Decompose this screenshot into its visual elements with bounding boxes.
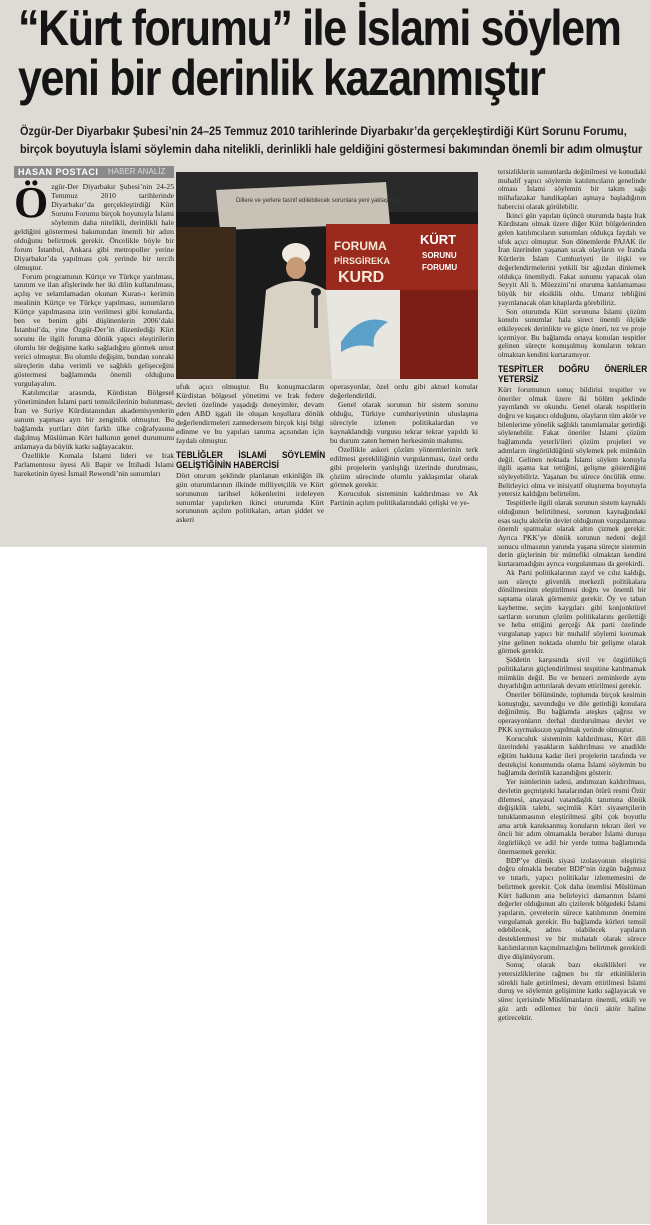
column-1 [14, 178, 174, 478]
paragraph: operasyonlar, özel ordu gibi aktuel konular değerlendirildi. [330, 382, 478, 400]
column-4 [498, 168, 646, 1022]
forum-photo-graphic [176, 172, 478, 379]
paragraph: Tespitlerle ilgili olarak sorunun sistem kaynaklı olduğunun belirtilmesi, sorunun kaynağındaki esas suçlu aktörün devlet olduğunun vurgulanması önemli spatmalar olarak altın çizmek gerekir. Ayrıca PKK’ye dönük sorunun nedeni değil sonucu olmasının yanında yaşana süreçte sistemin derin güçlerinin bir müttefiki olmaktan kendini kurtaramadığını ayrıca vurgulanması da gerekirdi. [498, 498, 646, 569]
banner-forumu: FORUMU [422, 263, 458, 272]
paragraph: Özellikle askeri çözüm yöntemlerinin terk edilmesi gerekliliğinin vurgulanması, özel ordu gibi projelerin yanlışlığı üzerinde durulması, çözüm sürecinde olumlu yaklaşımlar olarak görmek gerekir. [330, 444, 478, 490]
paragraph: ufuk açıcı olmuştur. Bu konuşmacıların Kürdistan bölgesel yönetimi ve Irak federe devleti özelinde yaşadığı deneyimler, devam eden ABD işgali ile oluşan koşullara dönük değerlendirmeleri zannedersem birçok kişi bilgi edinme ve bu yapıları tanıma açısından için faydalı olmuştur. [176, 382, 324, 445]
subtitle: Özgür-Der Diyarbakır Şubesi’nin 24–25 Temmuz 2010 tarihlerinde Diyarbakır’da gerçekleştirdiği Kürt Sorunu Forumu, birçok boyutuyla İslami söylemin daha nitelikli, derinlikli hale geldiğini göstermesi bakımından önemli bir adım olmuştur [20, 124, 643, 156]
banner-sorunu: SORUNU [422, 251, 457, 260]
paragraph: Şiddetin karşısında sivil ve özgürlükçü politikaların güçlendirilmesi tespitine katılmamak mümkün değil. Bu ve benzeri zeminlerde aynı duyarlılığın arttırılarak devam ettirilmesi gerekir. [498, 655, 646, 691]
banner-foruma: FORUMA [334, 239, 387, 253]
banner-pirsgireka: PİRSGİREKA [334, 256, 391, 266]
paragraph: Forum programının Kürtçe ve Türkçe yazılması, tanıtım ve ilan afişlerinde her iki dilin kullanılması, açılış ve selamlamadan okunan Kuran-ı kerimin mealinin Kürtçe ve Türkçe yapılması, sunumların Kürtçe yapılmasına izin verilmesi gibi konularda, ben ve benim gibi düşünenlerin 2006’daki İstanbul’da, yine Özgür-Der’in düzenlediği Kürt sorunu ile ilgili foruma dönük yapıcı eleştirilerin olumlu bir değişime katkı sağladığını görmek umut verici olmuştur. Bu olumlu değişim, bundan sonraki süreçlerin daha verimli ve sağlıklı gelişeceğini göstermesi bağlamında önemli olduğunu vurgulayalım. [14, 271, 174, 388]
paragraph: Genel olarak sorunun bir sistem sorunu olduğu, Türkiye cumhuriyetinin uluslaşma süreciyle izlenen politikalardan ve kaynaklandığı vurgusu tekrar tekrar yapıldı ki bu durum zaten hemen herkesimin malumu. [330, 399, 478, 445]
paragraph: Öneriler bölümünde, toplumda birçok kesimin konuştuğu, savunduğu ve dile getirdiği konulara değinilmiş. Bu bağlamda ateşkes çağrısı ve operasyonların derhal durdurulması devlet ve PKK sıyrmaksızın yapılmak yerinde olmuştur. [498, 689, 646, 734]
paragraph: Dört oturum şeklinde planlanan etkinliğin ilk gün oturumlarının ilkinde milliyetçilik ve Kürt sorununun tarihsel kökenlerini irdeleyen sunumlar yapılırken ikinci oturumda Kürt sorununun açılım politikaları, artan şiddet ve askeri [176, 470, 324, 525]
forum-photo [176, 172, 478, 379]
dropcap: Ö [14, 178, 49, 227]
headline-line-1: “Kürt forumu” ile İslami söylem [18, 0, 621, 56]
paragraph: Ak Parti politikalarının zayıf ve cılız kaldığı, son süreçte güvenlik merkezli politikalara dönülmesinin eleştirilmesi doğru ve önemli bir saptama olarak görmemiz gerekir. Öy ve taban kaybetme, seçim kaygıları gibi konjonktürel sartların sorunun çözüm politikalarını gerilettiği ve heba ettiğini gerçeği Ak parti özelinde vurgulanap yapıcı bir muhalif söylemi korumak yine gelinen noktada olumlu bir gelişme olarak görmek gerekir. [498, 567, 646, 656]
paragraph: Yer isimlerinin iadesi, andımızan kaldırılması, devletin geçmişteki hatalarından ötürü resmi Özür dilemesi, anayasal vatandaşlık tanımına dönük değişiklik talebi, seçimlik Kürt siyasetçilerin tutuklanmasının eleştirilmesi gibi çok boyutlu ama artık kanıksanmış konuların tekrarı ileri ve öncü bir adım olmamakla beraber İslami duruşu özgürlükçü ve adil bir yerde tutma bağlamında önemsemek gerekir. [498, 777, 646, 856]
paragraph: Son oturumda Kürt sorununa İslami çözüm konulu sunumlar hala sirect önemli ölçüde etkileyecek derinlikte ve güçte öneri, tez ve proje içermiyor. Bu bağlamda ortaya konulan tespitler gelinen süreçte konuşulmuş konuların tekrarı olmaktan kendini kurtaramıyor. [498, 306, 646, 360]
byline-author: HASAN POSTACI [18, 167, 99, 177]
paragraph: BDP’ye dönük siyasi izolasyonun eleştirisi doğru olmakla beraber BDP’nin özgün bağımsız ve tutarlı, yapıcı politikalar izlememesini de belirtmek gerekir. Çok daha önemlisi Müslüman Kürt halkının ana belirleyici damarının İslami değerler olduğunun altı çizilerek bölgedeki İslami yapıların, çevrelerin sürece katılımının önemini vurgulamak gerekir. Bu bağlamda kürleri temsil edebilecek, adres olabilecek yapıların desteklenmesi ve bir muhatab olarak sürece katılımlarının kaçınılmazlığını belirtmek gerekirdi diye düşünüyorum. [498, 855, 646, 961]
section-subhead: TEBLİĞLER İSLAMİ SÖYLEMİN GELİŞTİĞİNİN HABERCİSİ [176, 449, 326, 470]
column-2 [176, 383, 324, 525]
column-3 [330, 383, 478, 508]
paragraph: Kürt forumunun sonuç bildirisi tespitler ve öneriler olmak üzere iki bölüm şeklinde yayınlandı ve okundu. Genel olarak tespitlerin doğru ve kuşatıcı olduğunu, olayların tüm aktör ve bilenlerime yönelik sağlıklı tanımlamalar getirdiği söylenebilir. Fakat öneriler İslami çözüm bağlamında yeterli/ileri çözüm projeleri ve adımların öngörüldüğünü söylemek pek mümkün değil. Gelinen noktada İslami söylem konuyla ilgili aşama kat tettiğini, gelişme gösterdiğini söyleyebiliriz. Yaşanan bu sürece öncülük etme. Belirleyici olma ve inisiyatif oluşturma boyutuyla yetersiz kaldığını belirtelim. [498, 384, 646, 499]
banner-kurd: KURD [338, 269, 385, 286]
paragraph: Koruculuk sisteminin kaldırılması ve Ak Partinin açılım politikalarındaki çelişki ve ye- [330, 489, 478, 508]
section-subhead: TESPİTLER DOĞRU ÖNERİLER YETERSİZ [498, 363, 648, 384]
paragraph: Sonuç olarak bazı eksiklikleri ve yetersizliklerine rağmen bu tür etkinliklerin sürekli hale getirilmesi, devam ettirilmesi İslami duruş ve söylemin gelişimine katkı sağlayacak ve sürec içerisinde Müslümanların önemli, etkili ve göz ardı edilemez bir öncü aktör haline getirecektir. [498, 960, 646, 1022]
paragraph: tersizliklerin sunumlarda değinilmesi ve konudaki muhalif yapıcı söylemin katılımcıların genelinde olması İslami söylemin bir takım sağı mühafazakar handikapları aşmaya başladığının habercisi olarak görülebilir. [498, 167, 646, 211]
paragraph: Koruculuk sisteminin kaldırılması, Kürt dili üzerindeki yasakların kaldırılması ve anadilde eğitim hakkına kadar ileri projelerin tarafında ve destekçisi konumunda olama İslami söylemin bu bağlamda derinlik kazandığını gösterir. [498, 733, 646, 778]
slide-text: Dillere ve yerlere tasnif edilebilecek sorunlara yeni yaklaşımlar [236, 198, 402, 204]
byline-tag: HABER ANALİZ [108, 167, 166, 176]
paragraph: zgür-Der Diyarbakır Şubesi’nin 24-25 Temmuz 2010 tarihlerinde Diyarbakır’da gerçekleştirdiği Kürt Sorunu Forumu birçok boyutuyla İslami söylemin daha nitelikli, derinlikli hale geldiğini göstermesi bakımından önemli bir adım olduğunu belirtmek gerekir. Öncelikle böyle bir forum İstanbul, Ankara gibi metropoller yerine Diyarbakır’da yapılması çok yerinde bir tercih olmuştur. [14, 182, 174, 272]
headline [18, 0, 621, 106]
speaker-figure [258, 281, 332, 379]
paragraph: Katılımcılar arasında, Kürdistan Bölgesel yönetiminden İslami parti temsilcilerinin bulunması, İran ve Suriye Kürdistanından akademisyenlerin sunum yapması ayrı bir zenginlik olmuştur. Bu bağlamda yurtları dört farklı ülke coğrafyasına dağılmış Müslüman Kürt halkının genel durumunu anlamaya da büyük katkı sağlayacaktır. [14, 387, 174, 451]
paragraph: Özellikle Komala İslami lideri ve Irak Parlamentosu üyesi Ali Bapir ve İttihadi İslami hareketinin üyesi İsmail Rewendi’nin sunumları [14, 450, 174, 478]
headline-line-2: yeni bir derinlik kazanmıştır [18, 50, 545, 106]
paragraph: İkinci gün yapılan üçüncü oturumda başta Irak Kürdistanı olmak üzere diğer Kürt bölgelerinden gelen katılımcıların sunumları oldukça faydalı ve ufuk açıcı olmuştur. Son dönemlerde PAJAK ile İran üzerinden yaşanan sıcak olayların ve İranda Kürtlerin İslam Cumhuriyeti ile ilişki ve değerlendirmelerini yetkili bir ağızdan dinlemek oldukça önemliydi. Fakat sunumu yapacak olan Seyyit Ali h. Müezzini’ni oturuma katılamaması büyük bir eksiklik oldu. Umarız tebliğini yayınlanacak olan kitaplarda görebiliriz. [498, 210, 646, 307]
banner-kurt: KÜRT [420, 232, 457, 247]
